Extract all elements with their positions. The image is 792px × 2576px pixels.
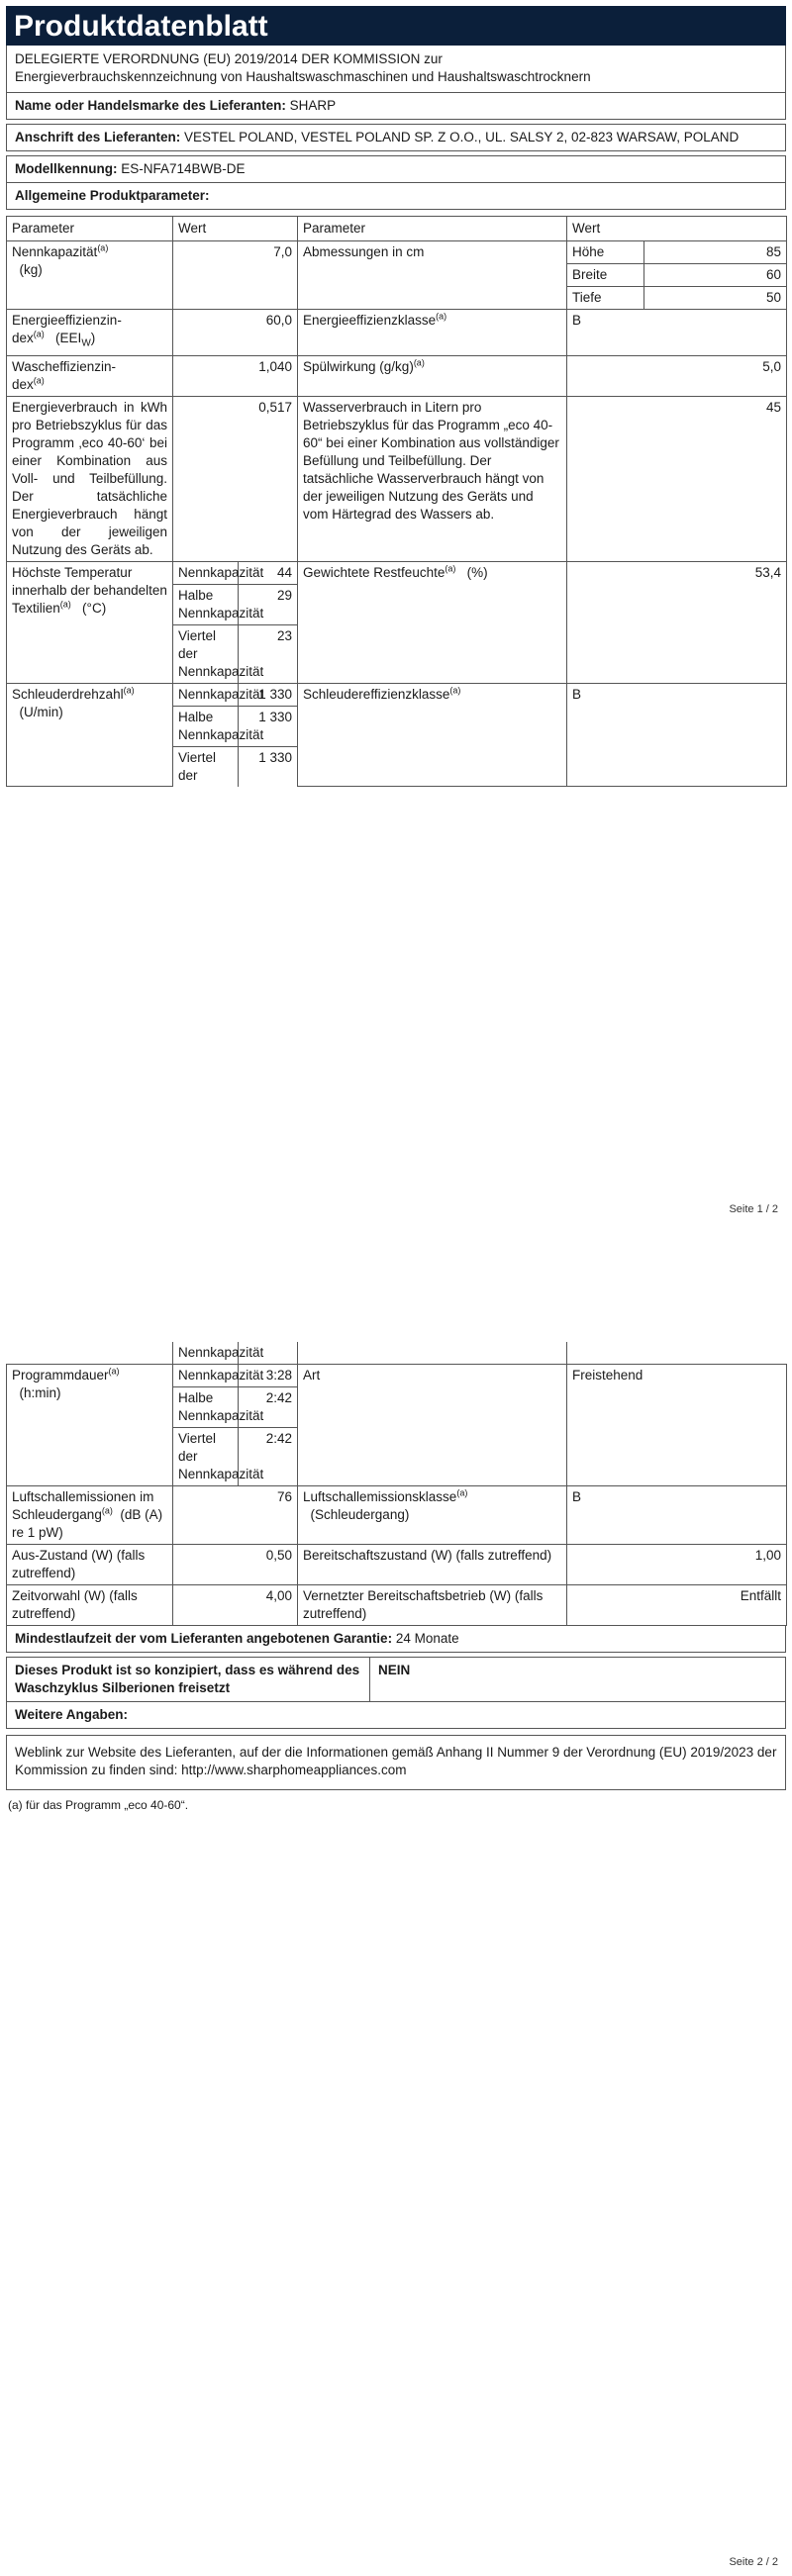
continuation-sub: Nennkapazität xyxy=(173,1342,239,1365)
max-temp-label: Höchste Temperatur innerhalb der behandelten Textilien$^{(a)}$ (°C) xyxy=(7,561,173,683)
page-2-content xyxy=(6,1342,786,1820)
spin-speed-sub-3: Viertel der xyxy=(173,746,239,787)
standby-value: 1,00 xyxy=(567,1545,787,1585)
wash-index-label: Wascheffizienzin- dex$^{(a)}$ xyxy=(7,355,173,396)
width-label: Breite xyxy=(567,264,644,287)
standby-label: Bereitschaftszustand (W) (falls zutreffend) xyxy=(298,1545,567,1585)
program-duration-sub-3: Viertel der Nennkapazität xyxy=(173,1428,239,1486)
max-temp-val-1: 44 xyxy=(239,561,298,584)
table-row xyxy=(7,1585,787,1626)
energy-consumption-label: Energieverbrauch in kWh pro Betriebszyklus für das Programm ‚eco 40-60‘ bei einer Kombination aus Voll- und Teilbefüllung. Der tatsächliche Energieverbrauch hängt von der jeweiligen Nutzung des Geräts ab. xyxy=(7,396,173,561)
delay-start-value: 4,00 xyxy=(173,1585,298,1626)
supplier-address-label: Anschrift des Lieferanten: xyxy=(15,130,181,144)
general-parameters-label: Allgemeine Produktparameter: xyxy=(15,188,210,203)
further-info-heading xyxy=(6,1702,786,1729)
max-temp-sub-2: Halbe Nennkapazität xyxy=(173,584,239,624)
spin-speed-sub-1: Nennkapazität xyxy=(173,683,239,706)
general-parameters-row xyxy=(6,183,786,210)
silver-ions-label: Dieses Produkt ist so konzipiert, dass es während des Waschzyklus Silberionen freisetzt xyxy=(7,1658,370,1701)
table-row xyxy=(7,241,787,264)
dimensions-label: Abmessungen in cm xyxy=(298,241,567,310)
table-row xyxy=(7,310,787,356)
table-row xyxy=(7,355,787,396)
warranty-label: Mindestlaufzeit der vom Lieferanten angebotenen Garantie: xyxy=(15,1631,393,1646)
width-value: 60 xyxy=(644,264,787,287)
water-consumption-value: 45 xyxy=(567,396,787,561)
spin-speed-val-3: 1 330 xyxy=(239,746,298,787)
networked-standby-label: Vernetzter Bereitschaftsbetrieb (W) (falls zutreffend) xyxy=(298,1585,567,1626)
water-consumption-label: Wasserverbrauch in Litern pro Betriebszyklus für das Programm „eco 40-60“ bei einer Kombination aus vollständiger Befüllung und Teilbefüllung. Der tatsächliche Wasserverbrauch hängt von der jeweiligen Nutzung des Geräts und vom Härtegrad des Wassers ab. xyxy=(298,396,567,561)
program-duration-sub-2: Halbe Nennkapazität xyxy=(173,1387,239,1428)
footnote: (a) für das Programm „eco 40-60“. xyxy=(8,1798,189,1812)
warranty-row xyxy=(6,1626,786,1653)
residual-moisture-value: 53,4 xyxy=(567,561,787,683)
type-label: Art xyxy=(298,1365,567,1486)
eei-value: 60,0 xyxy=(173,310,298,356)
energy-class-value: B xyxy=(567,310,787,356)
page-2 xyxy=(0,1263,792,2576)
model-row xyxy=(6,155,786,183)
off-mode-label: Aus-Zustand (W) (falls zutreffend) xyxy=(7,1545,173,1585)
energy-consumption-value: 0,517 xyxy=(173,396,298,561)
supplier-name-label: Name oder Handelsmarke des Lieferanten: xyxy=(15,98,286,113)
further-info-text: Weblink zur Website des Lieferanten, auf der die Informationen gemäß Anhang II Nummer 9 der Verordnung (EU) 2019/2023 der Kommission zu finden sind: http://www.sharphomeappliances.com xyxy=(6,1735,786,1790)
type-value: Freistehend xyxy=(567,1365,787,1486)
depth-value: 50 xyxy=(644,287,787,310)
supplier-address-row xyxy=(6,124,786,151)
max-temp-sub-3: Viertel der Nennkapazität xyxy=(173,624,239,683)
model-label: Modellkennung: xyxy=(15,161,118,176)
table-row xyxy=(7,1365,787,1387)
off-mode-value: 0,50 xyxy=(173,1545,298,1585)
program-duration-sub-1: Nennkapazität xyxy=(173,1365,239,1387)
noise-value: 76 xyxy=(173,1486,298,1545)
max-temp-val-3: 23 xyxy=(239,624,298,683)
silver-ions-value: NEIN xyxy=(378,1663,411,1677)
delay-start-label: Zeitvorwahl (W) (falls zutreffend) xyxy=(7,1585,173,1626)
height-value: 85 xyxy=(644,241,787,264)
warranty-value: 24 Monate xyxy=(395,1631,459,1646)
header-value-2: Wert xyxy=(567,217,787,241)
header-parameter-1: Parameter xyxy=(7,217,173,241)
document-title: Produktdatenblatt xyxy=(6,6,786,46)
table-row xyxy=(7,1545,787,1585)
page-number: Seite 1 / 2 xyxy=(729,1203,778,1215)
spin-speed-label: Schleuderdrehzahl$^{(a)}$ (U/min) xyxy=(7,683,173,787)
residual-moisture-label: Gewichtete Restfeuchte$^{(a)}$ (%) xyxy=(298,561,567,683)
rinse-value: 5,0 xyxy=(567,355,787,396)
regulation-line-2: Energieverbrauchskennzeichnung von Haushaltswaschmaschinen und Haushaltswaschtrocknern xyxy=(15,69,591,84)
page-1 xyxy=(0,0,792,1263)
table-header-row xyxy=(7,217,787,241)
page-1-content xyxy=(6,6,786,787)
spin-class-value: B xyxy=(567,683,787,787)
regulation-heading xyxy=(6,46,786,92)
table-row xyxy=(7,1486,787,1545)
noise-class-value: B xyxy=(567,1486,787,1545)
table-row xyxy=(7,396,787,561)
table-row xyxy=(7,561,787,584)
spin-speed-val-1: 1 330 xyxy=(239,683,298,706)
height-label: Höhe xyxy=(567,241,644,264)
noise-class-label: Luftschallemissionsklasse$^{(a)}$ (Schleudergang) xyxy=(298,1486,567,1545)
supplier-address-value: VESTEL POLAND, VESTEL POLAND SP. Z O.O., UL. SALSY 2, 02-823 WARSAW, POLAND xyxy=(184,130,740,144)
depth-label: Tiefe xyxy=(567,287,644,310)
program-duration-val-2: 2:42 xyxy=(239,1387,298,1428)
further-info-label: Weitere Angaben: xyxy=(15,1707,129,1722)
parameters-table-continued xyxy=(6,1342,787,1626)
model-value: ES-NFA714BWB-DE xyxy=(121,161,246,176)
header-parameter-2: Parameter xyxy=(298,217,567,241)
spin-class-label: Schleudereffizienzklasse$^{(a)}$ xyxy=(298,683,567,787)
table-row xyxy=(7,1342,787,1365)
regulation-line-1: DELEGIERTE VERORDNUNG (EU) 2019/2014 DER KOMMISSION zur xyxy=(15,51,443,66)
silver-ions-row xyxy=(6,1657,786,1702)
page-number: Seite 2 / 2 xyxy=(729,2556,778,2568)
supplier-name-value: SHARP xyxy=(289,98,337,113)
header-value-1: Wert xyxy=(173,217,298,241)
program-duration-val-3: 2:42 xyxy=(239,1428,298,1486)
program-duration-val-1: 3:28 xyxy=(239,1365,298,1387)
eei-label: Energieeffizienzin- dex$^{(a)}$ $(EEI_W)$ xyxy=(7,310,173,356)
noise-label: Luftschallemissionen im Schleudergang$^{(a)}$ (dB (A) re 1 pW) xyxy=(7,1486,173,1545)
table-row xyxy=(7,683,787,706)
wash-index-value: 1,040 xyxy=(173,355,298,396)
program-duration-label: Programmdauer$^{(a)}$ (h:min) xyxy=(7,1365,173,1486)
spin-speed-sub-2: Halbe Nennkapazität xyxy=(173,706,239,746)
spin-speed-val-2: 1 330 xyxy=(239,706,298,746)
parameters-table xyxy=(6,216,787,787)
capacity-value: 7,0 xyxy=(173,241,298,310)
capacity-label: Nennkapazität$^{(a)}$ (kg) xyxy=(7,241,173,310)
max-temp-val-2: 29 xyxy=(239,584,298,624)
max-temp-sub-1: Nennkapazität xyxy=(173,561,239,584)
rinse-label: Spülwirkung $(g/kg)^{(a)}$ xyxy=(298,355,567,396)
supplier-name-row xyxy=(6,92,786,120)
networked-standby-value: Entfällt xyxy=(567,1585,787,1626)
energy-class-label: Energieeffizienzklasse$^{(a)}$ xyxy=(298,310,567,356)
